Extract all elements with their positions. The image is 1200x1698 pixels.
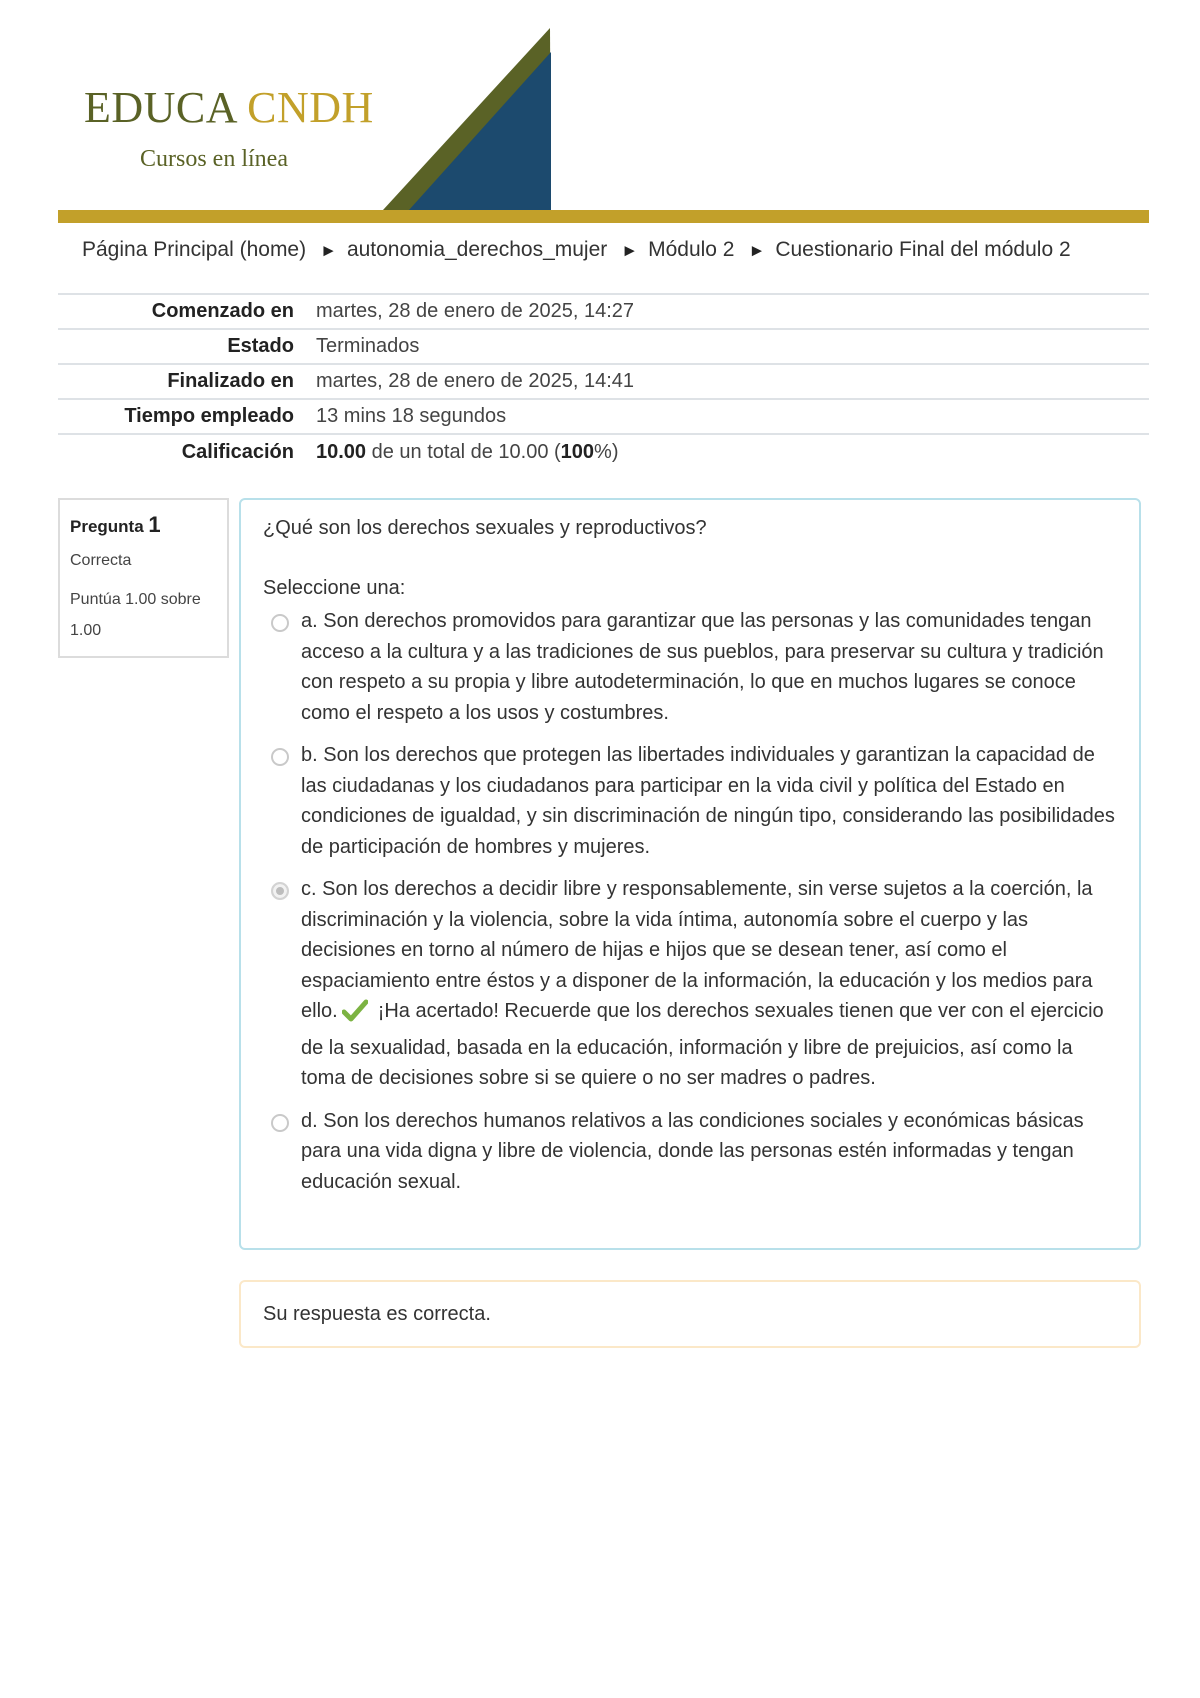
summary-row-state: [58, 329, 1149, 364]
radio-button-d[interactable]: [271, 1114, 289, 1132]
answer-label: a. Son derechos promovidos para garantizar que las personas y las comunidades tengan acceso a la cultura y a las tradiciones de sus pueblos, para preservar su cultura y tradición con respeto a su propia y libre autodeterminación, lo que en muchos lugares se conoce como el respeto a los usos y costumbres.: [301, 610, 1104, 724]
summary-label: Tiempo empleado: [124, 405, 294, 427]
summary-label: Estado: [227, 335, 294, 357]
question-label: Pregunta: [70, 517, 144, 536]
breadcrumb-separator-icon: ►: [320, 241, 337, 260]
answer-label: d. Son los derechos humanos relativos a las condiciones sociales y económicas básicas para una vida digna y libre de violencia, donde las personas estén informadas y tengan educación sexual.: [301, 1109, 1084, 1193]
summary-value: Terminados: [316, 335, 420, 357]
question-text: ¿Qué son los derechos sexuales y reproductivos?: [263, 517, 707, 539]
summary-row-time: [58, 399, 1149, 434]
site-logo[interactable]: [84, 83, 374, 132]
answer-option-b: [263, 740, 1117, 862]
summary-row-finished: [58, 364, 1149, 399]
summary-row-grade: [58, 434, 1149, 469]
radio-button-b[interactable]: [271, 748, 289, 766]
summary-value: martes, 28 de enero de 2025, 14:41: [316, 370, 635, 392]
logo-word-cndh: CNDH: [247, 83, 374, 132]
summary-value: 13 mins 18 segundos: [316, 405, 507, 427]
breadcrumb-course[interactable]: autonomia_derechos_mujer: [346, 238, 608, 261]
breadcrumb-quiz[interactable]: Cuestionario Final del módulo 2: [775, 238, 1071, 261]
summary-label: Calificación: [181, 440, 294, 463]
question-number: [70, 512, 217, 538]
general-feedback: Su respuesta es correcta.: [239, 1280, 1141, 1348]
breadcrumb-home[interactable]: Página Principal (home): [82, 238, 307, 261]
grade-mid: de un total de 10.00 (: [366, 440, 561, 463]
site-header: [58, 28, 1149, 224]
summary-value: martes, 28 de enero de 2025, 14:27: [316, 300, 635, 322]
question-info: [58, 498, 229, 658]
check-icon: [342, 999, 368, 1033]
attempt-summary-table: [58, 293, 1149, 469]
summary-grade-value: [316, 434, 1149, 469]
answer-option-a: [263, 606, 1117, 728]
grade-percent: 100: [560, 440, 595, 463]
breadcrumb-module[interactable]: Módulo 2: [648, 238, 735, 261]
grade-end: %): [594, 440, 619, 463]
answer-label: c. Son los derechos a decidir libre y responsablemente, sin verse sujetos a la coerción, la discriminación y la violencia, sobre la vida íntima, autonomía sobre el cuerpo y las decisiones en torno al número de hijas e hijos que se desean tener, así como el espaciamiento entre éstos y a disponer de la información, la educación y los medios para ello.: [301, 878, 1093, 1022]
question-state: Correcta: [70, 552, 132, 569]
grade-score: 10.00: [316, 440, 367, 463]
logo-subtitle: Cursos en línea: [140, 146, 288, 172]
breadcrumb-separator-icon: ►: [621, 241, 639, 260]
answer-option-c: [263, 874, 1117, 1094]
header-gold-bar: [58, 210, 1149, 223]
summary-label: Finalizado en: [167, 370, 294, 392]
answer-feedback: ¡Ha acertado! Recuerde que los derechos sexuales tienen que ver con el ejercicio de la sexualidad, basada en la educación, información y libre de prejuicios, así como la toma de decisiones sobre si se quiere o no ser madres o padres.: [301, 1000, 1104, 1089]
question-num: 1: [148, 512, 161, 537]
answer-label: b. Son los derechos que protegen las libertades individuales y garantizan la capacidad de las ciudadanas y los ciudadanos para participar en la vida civil y política del Estado en condiciones de igualdad, y sin discriminación de ningún tipo, considerando las posibilidades de participación de hombres y mujeres.: [301, 744, 1115, 858]
radio-button-a[interactable]: [271, 614, 289, 632]
answer-option-d: [263, 1106, 1117, 1198]
answer-prompt: Seleccione una:: [263, 577, 406, 599]
radio-button-c[interactable]: [271, 882, 289, 900]
summary-row-started: [58, 294, 1149, 329]
breadcrumb-separator-icon: ►: [748, 241, 766, 260]
breadcrumb: [82, 238, 1071, 262]
logo-word-educa: EDUCA: [84, 83, 236, 132]
question-content: [239, 498, 1141, 1250]
answer-list: [263, 606, 1117, 1197]
question-grade: Puntúa 1.00 sobre 1.00: [70, 591, 201, 639]
summary-label: Comenzado en: [151, 300, 294, 322]
